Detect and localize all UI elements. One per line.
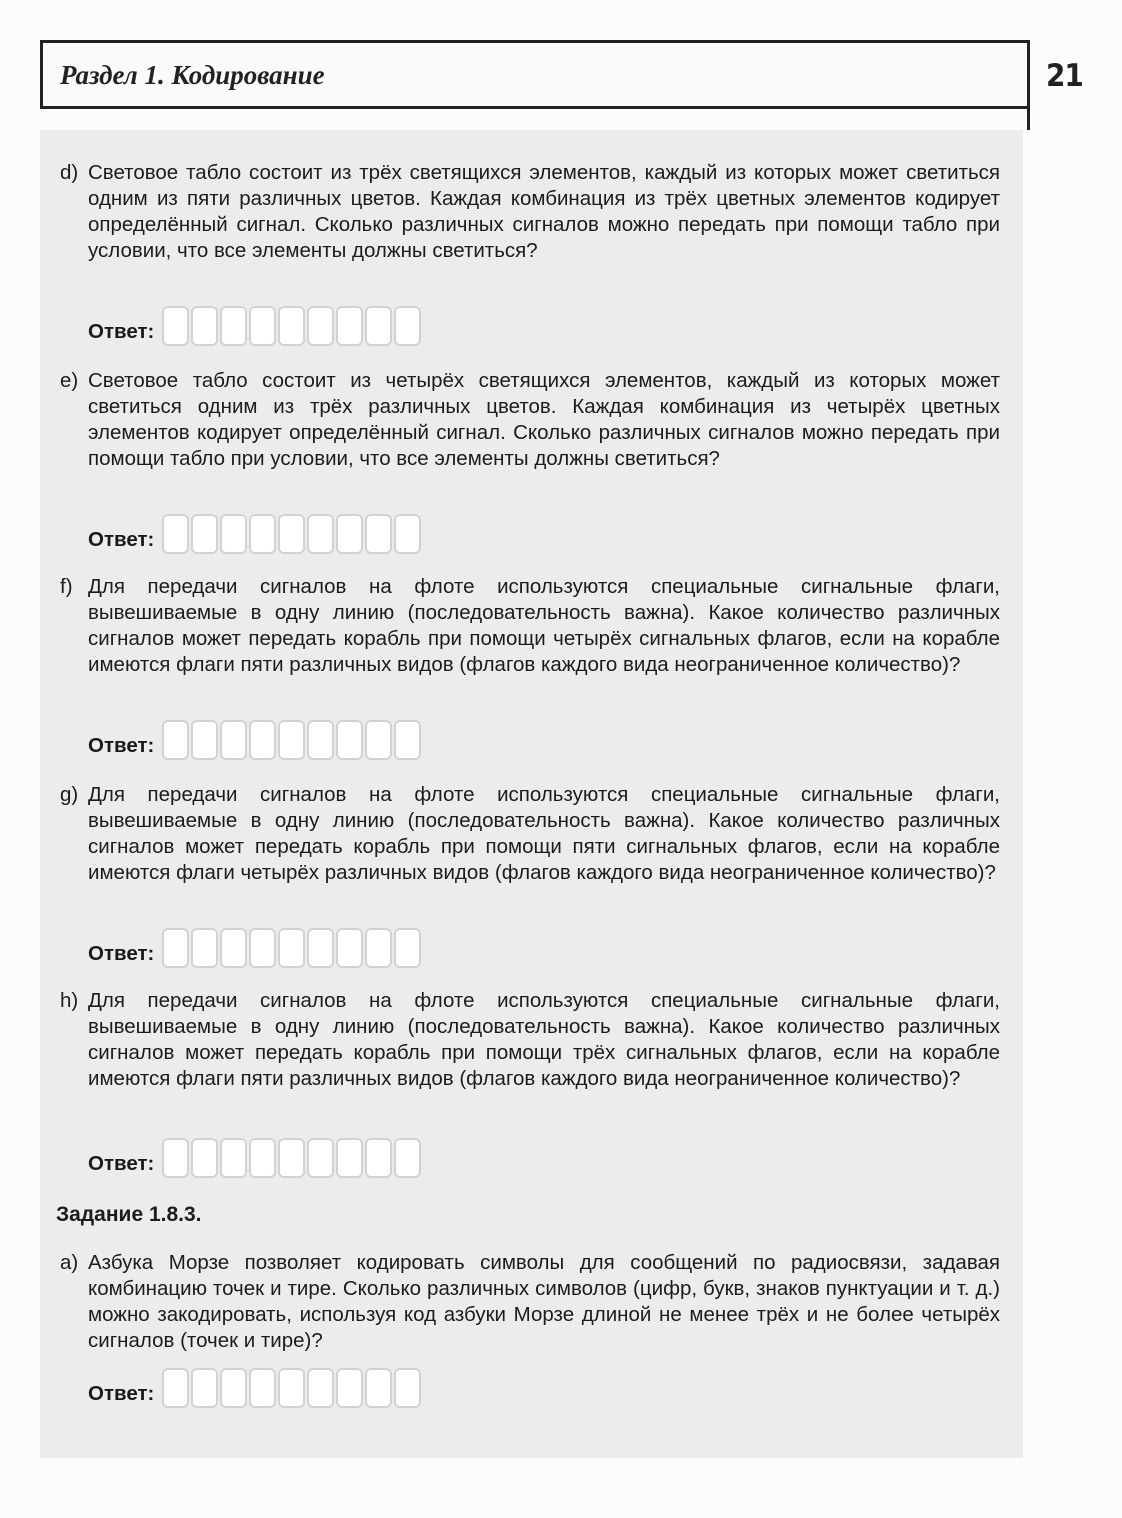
page-number: 21 [1046,58,1083,94]
task-heading: Задание 1.8.3. [56,1203,202,1226]
answer-cell[interactable] [191,306,218,346]
problem-a [60,1250,1000,1354]
answer-boxes[interactable] [162,928,421,968]
answer-cell[interactable] [162,1368,189,1408]
section-title: Раздел 1. Кодирование [60,60,325,90]
answer-cell[interactable] [307,1138,334,1178]
answer-cell[interactable] [365,1368,392,1408]
problem-text: Азбука Морзе позволяет кодировать символы для сообщений по радиосвязи, задавая комбинацию точек и тире. Сколько различных символов (цифр, букв, знаков пунктуации и т. д.) можно закодировать, используя код азбуки Морзе длиной не менее трёх и не более четырёх сигналов (точек и тире)? [88,1251,1000,1352]
problem-text: Для передачи сигналов на флоте используются специальные сигнальные флаги, вывешиваемые в одну линию (последовательность важна). Какое количество различных сигналов может передать корабль при помощи трёх сигнальных флагов, если на корабле имеются флаги пяти различных видов (флагов каждого вида неограниченное количество)? [88,989,1000,1090]
answer-cell[interactable] [162,720,189,760]
answer-boxes[interactable] [162,720,421,760]
answer-row-h [88,1134,421,1178]
problem-letter: e) [60,369,79,392]
answer-cell[interactable] [249,306,276,346]
answer-cell[interactable] [249,720,276,760]
answer-cell[interactable] [365,1138,392,1178]
answer-cell[interactable] [249,928,276,968]
answer-cell[interactable] [278,720,305,760]
answer-cell[interactable] [249,514,276,554]
answer-cell[interactable] [278,1138,305,1178]
answer-cell[interactable] [394,514,421,554]
problem-g [60,782,1000,886]
problem-letter: d) [60,161,79,184]
answer-cell[interactable] [365,720,392,760]
answer-cell[interactable] [220,514,247,554]
answer-cell[interactable] [162,514,189,554]
answer-cell[interactable] [162,928,189,968]
answer-cell[interactable] [220,720,247,760]
answer-cell[interactable] [278,928,305,968]
answer-cell[interactable] [365,514,392,554]
answer-cell[interactable] [336,1368,363,1408]
answer-label: Ответ: [88,1152,155,1175]
problem-letter: g) [60,783,79,806]
answer-label: Ответ: [88,528,155,551]
answer-cell[interactable] [249,1368,276,1408]
answer-cell[interactable] [162,1138,189,1178]
answer-cell[interactable] [191,1368,218,1408]
answer-cell[interactable] [365,928,392,968]
answer-cell[interactable] [394,720,421,760]
answer-cell[interactable] [336,720,363,760]
answer-label: Ответ: [88,320,155,343]
answer-boxes[interactable] [162,306,421,346]
answer-cell[interactable] [394,306,421,346]
answer-cell[interactable] [307,928,334,968]
answer-row-f [88,716,421,760]
answer-cell[interactable] [336,306,363,346]
answer-cell[interactable] [278,306,305,346]
problem-letter: h) [60,989,79,1012]
problem-letter: f) [60,575,73,598]
problem-letter: a) [60,1251,79,1274]
answer-cell[interactable] [191,720,218,760]
answer-row-g [88,924,421,968]
answer-cell[interactable] [336,514,363,554]
answer-boxes[interactable] [162,514,421,554]
problem-text: Световое табло состоит из четырёх светящихся элементов, каждый из которых может светиться одним из трёх различных цветов. Каждая комбинация из четырёх цветных элементов кодирует определённый сигнал. Сколько различных сигналов можно передать при помощи табло при условии, что все элементы должны светиться? [88,369,1000,470]
problem-e [60,368,1000,472]
answer-cell[interactable] [336,928,363,968]
answer-cell[interactable] [191,514,218,554]
answer-cell[interactable] [278,1368,305,1408]
answer-label: Ответ: [88,1382,155,1405]
answer-cell[interactable] [307,1368,334,1408]
answer-boxes[interactable] [162,1138,421,1178]
problem-text: Для передачи сигналов на флоте используются специальные сигнальные флаги, вывешиваемые в одну линию (последовательность важна). Какое количество различных сигналов может передать корабль при помощи пяти сигнальных флагов, если на корабле имеются флаги четырёх различных видов (флагов каждого вида неограниченное количество)? [88,783,1000,884]
problem-d [60,160,1000,264]
answer-row-e [88,510,421,554]
answer-cell[interactable] [394,928,421,968]
answer-cell[interactable] [394,1138,421,1178]
answer-cell[interactable] [365,306,392,346]
header-divider [40,106,1030,109]
answer-cell[interactable] [220,928,247,968]
problem-f [60,574,1000,678]
answer-cell[interactable] [307,720,334,760]
answer-label: Ответ: [88,734,155,757]
problem-h [60,988,1000,1092]
header-divider-tick [1027,106,1030,130]
answer-cell[interactable] [220,1138,247,1178]
problem-text: Световое табло состоит из трёх светящихся элементов, каждый из которых может светиться одним из пяти различных цветов. Каждая комбинация из трёх цветных элементов кодирует определённый сигнал. Сколько различных сигналов можно передать при помощи табло при условии, что все элементы должны светиться? [88,161,1000,262]
answer-cell[interactable] [249,1138,276,1178]
answer-cell[interactable] [191,1138,218,1178]
answer-cell[interactable] [162,306,189,346]
problem-text: Для передачи сигналов на флоте используются специальные сигнальные флаги, вывешиваемые в одну линию (последовательность важна). Какое количество различных сигналов может передать корабль при помощи четырёх сигнальных флагов, если на корабле имеются флаги пяти различных видов (флагов каждого вида неограниченное количество)? [88,575,1000,676]
answer-cell[interactable] [307,514,334,554]
answer-cell[interactable] [394,1368,421,1408]
answer-cell[interactable] [191,928,218,968]
answer-cell[interactable] [278,514,305,554]
answer-row-a [88,1364,421,1408]
answer-cell[interactable] [220,306,247,346]
answer-cell[interactable] [336,1138,363,1178]
answer-boxes[interactable] [162,1368,421,1408]
answer-row-d [88,302,421,346]
answer-label: Ответ: [88,942,155,965]
answer-cell[interactable] [307,306,334,346]
answer-cell[interactable] [220,1368,247,1408]
